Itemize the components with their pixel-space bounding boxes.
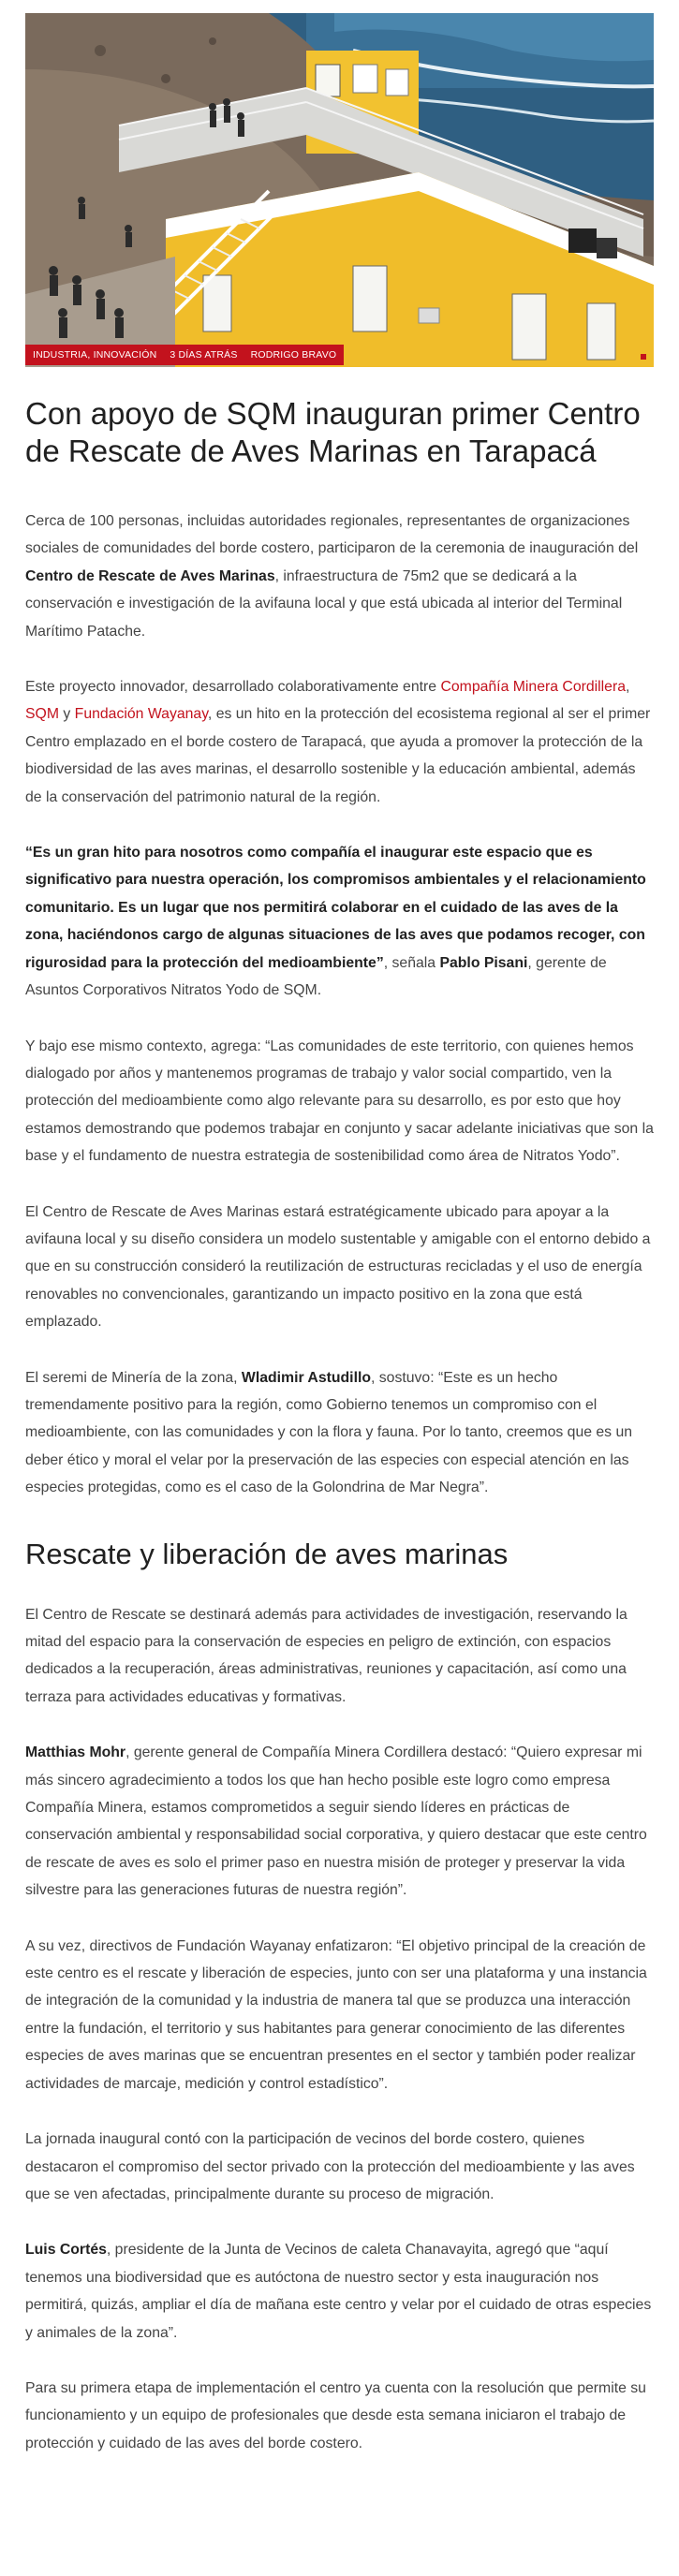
- name-matthias-mohr: Matthias Mohr: [25, 1744, 126, 1761]
- pisani-quote: “Es un gran hito para nosotros como compañía el inaugurar este espacio que es significativo para nuestra operación, los compromisos ambientales y el relacionamiento comunitario. Es un lugar que nos permitirá colaborar en el cuidado de las aves de la zona, haciéndonos cargo de algunas situaciones de las aves que podamos recoger, con rigurosidad para la protección del medioambiente”: [25, 845, 646, 971]
- post-date: 3 DÍAS ATRÁS: [170, 349, 238, 361]
- paragraph-11: Luis Cortés, presidente de la Junta de Vecinos de caleta Chanavayita, agregó que “aquí tenemos una biodiversidad que es autóctona de nuestro sector y esta inauguración nos permitirá, quizás, ampliar el día de mañana este centro y velar por el cuidado de otras especies y animales de la zona”.: [25, 2242, 652, 2341]
- post-meta-bar: [25, 345, 344, 365]
- paragraph-7: El Centro de Rescate se destinará además para actividades de investigación, reservando la mitad del espacio para la conservación de especies en peligro de extinción, con espacios dedicados a la recuperación, áreas administrativas, reuniones y capacitación, así como una terraza para actividades educativas y formativas.: [25, 1606, 627, 1705]
- name-pablo-pisani: Pablo Pisani: [439, 954, 528, 971]
- hero-image[interactable]: [25, 13, 654, 367]
- paragraph-5: El Centro de Rescate de Aves Marinas estará estratégicamente ubicado para apoyar a la avifauna local y su diseño considera un modelo sustentable y amigable con el entorno debido a que en su construcción consideró la reutilización de estructuras recicladas y el uso de energía renovables no convencionales, garantizando un impacto positivo en la zona que está emplazado.: [25, 1203, 651, 1331]
- paragraph-9: A su vez, directivos de Fundación Wayanay enfatizaron: “El objetivo principal de la creación de este centro es el rescate y liberación de especies, junto con ser una plataforma y una instancia de integración de la comunidad y la industria de manera tal que se produzca una interacción entre la fundación, el territorio y sus habitantes para generar conocimiento de las diferentes especies de aves marinas que se encuentran presentes en el sector y también poder realizar actividades de marcaje, medición y control estadístico”.: [25, 1937, 647, 2092]
- paragraph-2: Este proyecto innovador, desarrollado colaborativamente entre Compañía Minera Cordillera, SQM y Fundación Wayanay, es un hito en la protección del ecosistema regional al ser el primer Centro emplazado en el borde costero de Tarapacá, que ayuda a promover la protección de la biodiversidad de las aves marinas, el desarrollo sostenible y la educación ambiental, además de la conservación del patrimonio natural de la región.: [25, 679, 651, 805]
- link-sqm[interactable]: SQM: [25, 706, 59, 723]
- paragraph-10: La jornada inaugural contó con la participación de vecinos del borde costero, quienes destacaron el compromiso del sector privado con la protección del medioambiente y las aves que se ven afectadas, principalmente durante su proceso de migración.: [25, 2131, 635, 2202]
- link-compania-minera-cordillera[interactable]: Compañía Minera Cordillera: [440, 679, 627, 696]
- paragraph-4: Y bajo ese mismo contexto, agrega: “Las comunidades de este territorio, con quienes hemos dialogado por años y mantenemos programas de trabajo y valor social compartido, ven la protección del medioambiente como algo relevante para su desarrollo, es por esto que hoy estamos demostrando que podemos trabajar en conjunto y sacar adelante iniciativas que son la base y el fundamento de nuestra estrategia de sostenibilidad como área de Nitratos Yodo”.: [25, 1038, 654, 1165]
- section-heading-rescate: Rescate y liberación de aves marinas: [25, 1537, 509, 1570]
- corner-decoration: [641, 354, 646, 360]
- post-categories[interactable]: INDUSTRIA, INNOVACIÓN: [33, 349, 157, 361]
- centro-rescate-bold: Centro de Rescate de Aves Marinas: [25, 567, 275, 584]
- paragraph-12: Para su primera etapa de implementación el centro ya cuenta con la resolución que permite su funcionamiento y un equipo de profesionales que desde esta semana iniciaron el trabajo de protección y cuidado de las aves del borde costero.: [25, 2379, 646, 2451]
- paragraph-1: Cerca de 100 personas, incluidas autoridades regionales, representantes de organizaciones sociales de comunidades del borde costero, participaron de la ceremonia de inauguración del Centro de Rescate de Aves Marinas, infraestructura de 75m2 que se dedicará a la conservación e investigación de la avifauna local y que está ubicada al interior del Terminal Marítimo Patache.: [25, 513, 639, 640]
- paragraph-6: El seremi de Minería de la zona, Wladimir Astudillo, sostuvo: “Este es un hecho tremendamente positivo para la región, como Gobierno tenemos un compromiso con el medioambiente, con las comunidades y con la flora y fauna. Por lo tanto, creemos que es un deber ético y moral el velar por la preservación de las especies con especial atención en las especies protegidas, como es el caso de la Golondrina de Mar Negra”.: [25, 1369, 633, 1496]
- paragraph-8: Matthias Mohr, gerente general de Compañía Minera Cordillera destacó: “Quiero expresar mi más sincero agradecimiento a todos los que han hecho posible este logro como empresa Compañía Minera, estamos comprometidos a seguir siendo líderes en prácticas de conservación ambiental y responsabilidad social corporativa, y quiero destacar que este centro de rescate de aves es solo el primer paso en nuestra misión de proteger y preservar la vida silvestre para las generaciones futuras de nuestra región”.: [25, 1744, 647, 1899]
- link-fundacion-wayanay[interactable]: Fundación Wayanay: [74, 706, 208, 723]
- paragraph-3: “Es un gran hito para nosotros como compañía el inaugurar este espacio que es significativo para nuestra operación, los compromisos ambientales y el relacionamiento comunitario. Es un lugar que nos permitirá colaborar en el cuidado de las aves de la zona, haciéndonos cargo de algunas situaciones de las aves que podamos recoger, con rigurosidad para la protección del medioambiente”, señala Pablo Pisani, gerente de Asuntos Corporativos Nitratos Yodo de SQM.: [25, 845, 646, 999]
- name-wladimir-astudillo: Wladimir Astudillo: [241, 1369, 371, 1386]
- hero-photo-illustration: [25, 13, 654, 367]
- name-luis-cortes: Luis Cortés: [25, 2242, 107, 2259]
- post-author[interactable]: RODRIGO BRAVO: [250, 349, 337, 361]
- article-title: Con apoyo de SQM inauguran primer Centro de Rescate de Aves Marinas en Tarapacá: [25, 396, 641, 468]
